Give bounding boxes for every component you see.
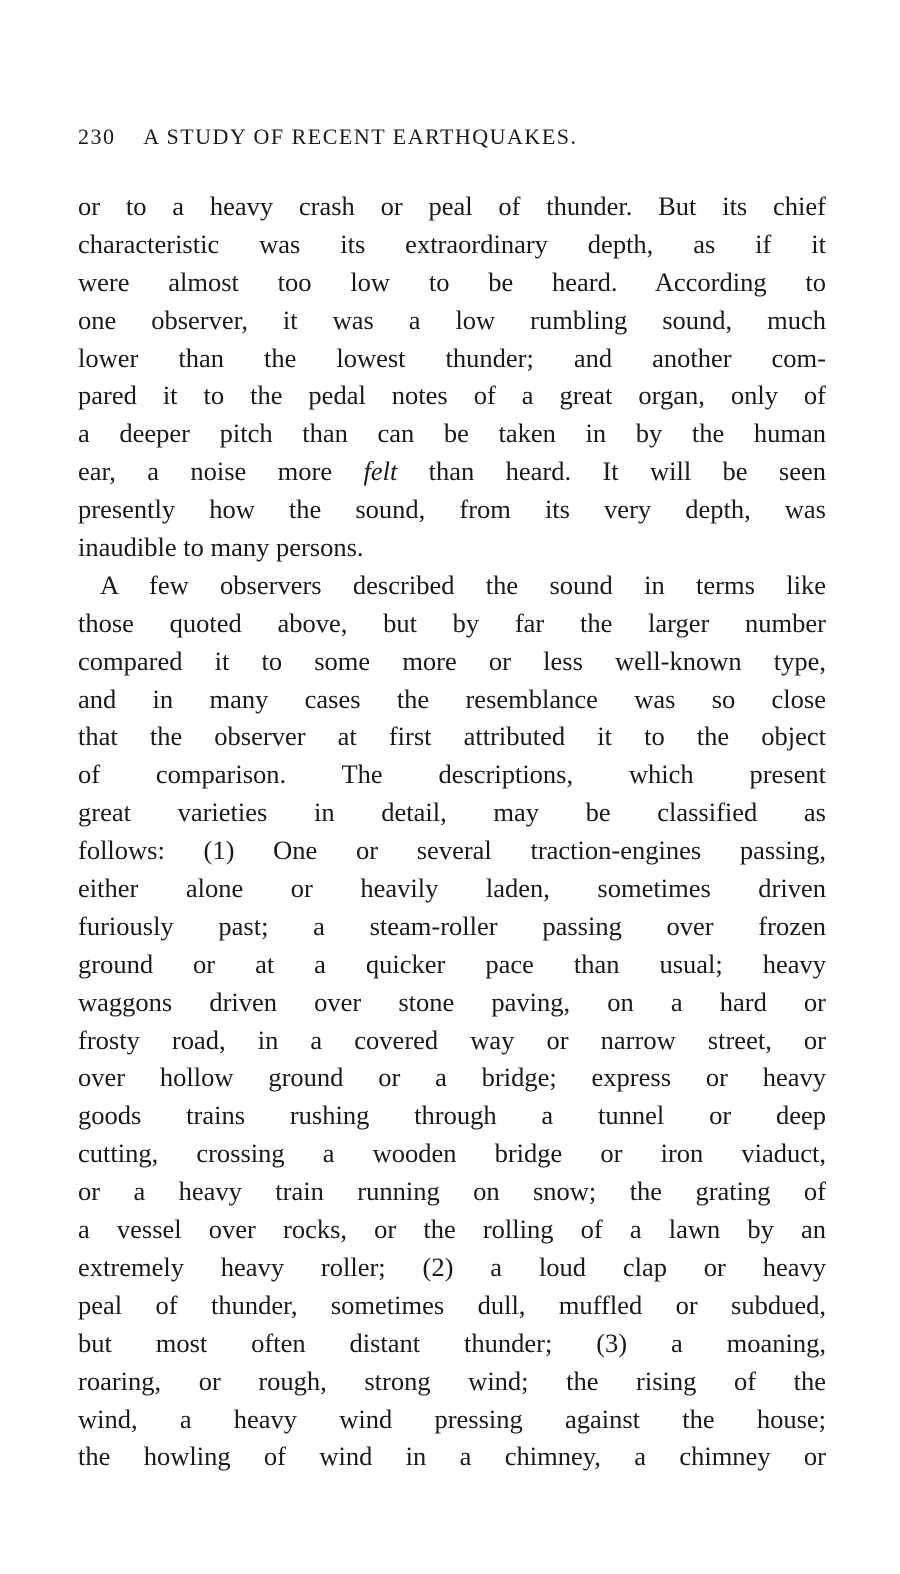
text-line: the howling of wind in a chimney, a chimney or (78, 1441, 826, 1472)
page-body-text (78, 188, 826, 1476)
text-line: roaring, or rough, strong wind; the rising of the (78, 1365, 826, 1396)
text-line: furiously past; a steam-roller passing over frozen (78, 910, 826, 941)
text-line: one observer, it was a low rumbling sound, much (78, 304, 826, 335)
text-line: waggons driven over stone paving, on a hard or (78, 986, 826, 1017)
page-number: 230 (78, 124, 116, 149)
text-line: but most often distant thunder; (3) a moaning, (78, 1327, 826, 1358)
text-line: frosty road, in a covered way or narrow street, or (78, 1024, 826, 1055)
text-line: A few observers described the sound in terms like (100, 569, 826, 600)
text-line: of comparison. The descriptions, which present (78, 759, 826, 790)
text-line: presently how the sound, from its very depth, was (78, 494, 826, 525)
text-line: extremely heavy roller; (2) a loud clap or heavy (78, 1251, 826, 1282)
text-line: great varieties in detail, may be classified as (78, 797, 826, 828)
text-line: inaudible to many persons. (78, 532, 364, 563)
text-line: that the observer at first attributed it to the object (78, 721, 826, 752)
text-line: a deeper pitch than can be taken in by the human (78, 418, 826, 449)
text-line: or to a heavy crash or peal of thunder. But its chief (78, 191, 826, 221)
text-line: those quoted above, but by far the larger number (78, 607, 826, 638)
text-line: peal of thunder, sometimes dull, muffled or subdued, (78, 1289, 826, 1320)
running-header (78, 124, 758, 150)
text-line (78, 453, 826, 491)
text-line: either alone or heavily laden, sometimes driven (78, 873, 826, 904)
text-line: ground or at a quicker pace than usual; heavy (78, 948, 826, 979)
text-line: or a heavy train running on snow; the grating of (78, 1176, 826, 1207)
text-line: goods trains rushing through a tunnel or deep (78, 1100, 826, 1131)
text-line: follows: (1) One or several traction-engines passing, (78, 835, 826, 866)
text-line: wind, a heavy wind pressing against the house; (78, 1403, 826, 1434)
text-line: pared it to the pedal notes of a great organ, only of (78, 380, 826, 411)
text-line: and in many cases the resemblance was so close (78, 683, 826, 714)
text-line: characteristic was its extraordinary depth, as if it (78, 228, 826, 259)
text-segment: ear, a noise more (78, 456, 364, 487)
italic-word: felt (363, 456, 398, 487)
running-title: A STUDY OF RECENT EARTHQUAKES. (143, 124, 578, 149)
text-line: lower than the lowest thunder; and another com- (78, 342, 826, 373)
text-line: compared it to some more or less well-known type, (78, 645, 826, 676)
text-line: a vessel over rocks, or the rolling of a lawn by an (78, 1214, 826, 1245)
text-line: cutting, crossing a wooden bridge or iron viaduct, (78, 1138, 826, 1169)
text-line: over hollow ground or a bridge; express or heavy (78, 1062, 826, 1093)
text-segment: than heard. It will be seen (397, 456, 827, 487)
text-line: were almost too low to be heard. According to (78, 266, 826, 297)
